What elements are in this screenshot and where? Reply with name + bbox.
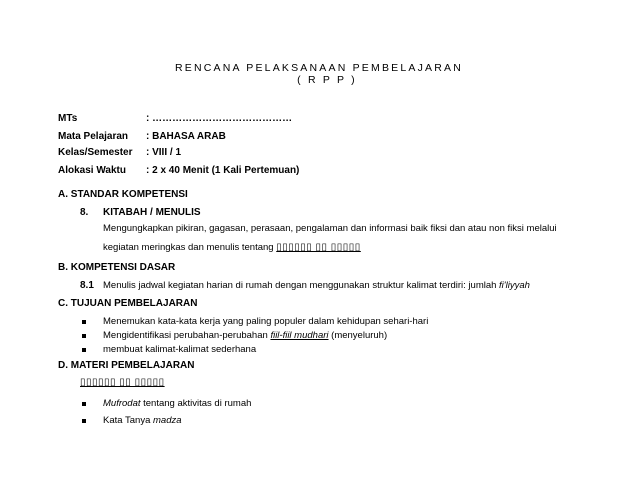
bullet-icon [82,402,86,406]
section-b-text-italic: fi'liyyah [499,280,530,291]
document-title: RENCANA PELAKSANAAN PEMBELAJARAN [174,62,464,74]
bullet-icon [82,419,86,423]
info-value-mts: : …………………………………… [146,113,293,124]
arabic-text-placeholder: ▯▯▯▯▯▯ ▯▯ ▯▯▯▯▯ [80,377,165,388]
section-c-item-2 [103,330,387,342]
section-a-line2-text: kegiatan meringkas dan menulis tentang [103,242,274,253]
section-d-item-2-head: Kata Tanya [103,415,154,426]
info-label-alokasi-waktu: Alokasi Waktu [58,165,126,176]
section-d-item-1-italic: Mufrodat [103,398,141,409]
section-c-item-3: membuat kalimat-kalimat sederhana [103,344,257,355]
section-d-item-2-italic: madza [153,415,182,426]
info-label-mata-pelajaran: Mata Pelajaran [58,131,129,142]
section-c-item-1: Menemukan kata-kata kerja yang paling populer dalam kehidupan sehari-hari [103,316,429,327]
section-c-item-2-tail: (menyeluruh) [328,330,388,341]
info-value-mata-pelajaran: : BAHASA ARAB [146,131,226,142]
document-subtitle: ( R P P ) [297,74,357,86]
section-b-text-main: Menulis jadwal kegiatan harian di rumah dengan menggunakan struktur kalimat terdiri: jumlah [103,280,497,291]
section-a-line2 [103,242,361,254]
section-b-number: 8.1 [80,280,94,291]
section-b-text [103,280,530,292]
info-value-alokasi-waktu: : 2 x 40 Menit (1 Kali Pertemuan) [146,165,300,176]
section-c-item-2-italic: fiil-fiil mudhari [270,330,329,341]
section-c-heading: C. TUJUAN PEMBELAJARAN [58,298,198,309]
section-a-line1: Mengungkapkan pikiran, gagasan, perasaan, pengalaman dan informasi baik fiksi dan atau non fiksi melalui [103,223,557,234]
section-d-item-1 [103,398,251,410]
bullet-icon [82,334,86,338]
section-d-item-2 [103,415,182,427]
section-d-item-1-tail: tentang aktivitas di rumah [140,398,252,409]
section-d-heading: D. MATERI PEMBELAJARAN [58,360,195,371]
info-label-mts: MTs [58,113,78,124]
section-b-heading: B. KOMPETENSI DASAR [58,262,176,273]
section-c-item-2-head: Mengidentifikasi perubahan-perubahan [103,330,268,341]
arabic-text-placeholder: ▯▯▯▯▯▯ ▯▯ ▯▯▯▯▯ [276,242,361,253]
bullet-icon [82,348,86,352]
section-a-heading: A. STANDAR KOMPETENSI [58,189,188,200]
section-a-subheading: KITABAH / MENULIS [103,207,201,218]
info-value-kelas-semester: : VIII / 1 [146,147,182,158]
info-label-kelas-semester: Kelas/Semester [58,147,133,158]
bullet-icon [82,320,86,324]
section-a-number: 8. [80,207,89,218]
